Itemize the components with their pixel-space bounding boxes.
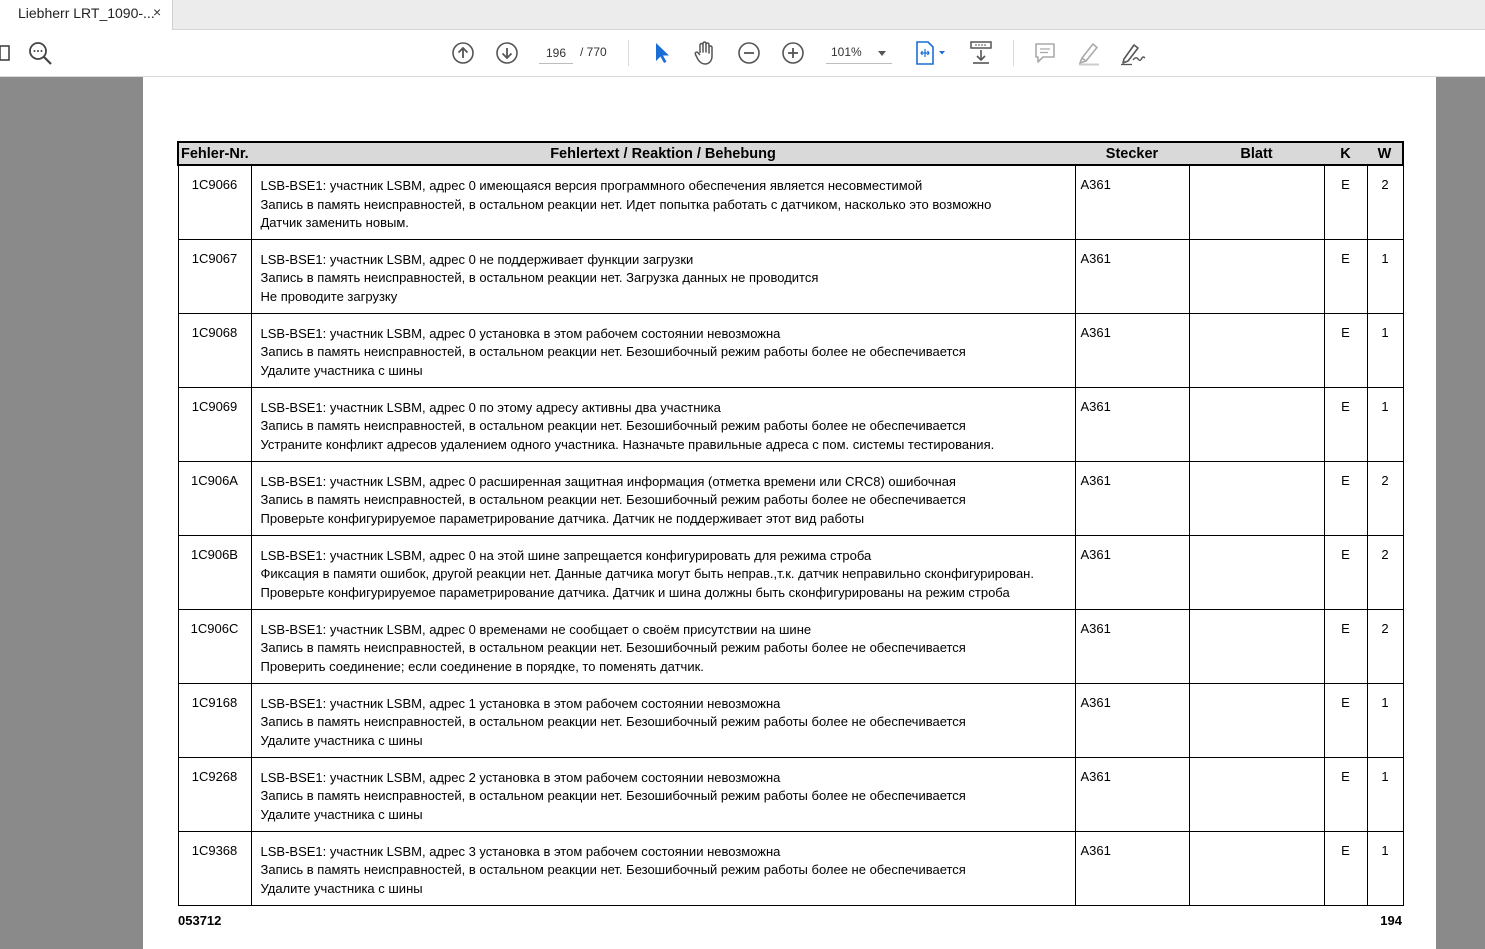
error-text: [251, 387, 1075, 461]
page-number-input[interactable]: [539, 42, 573, 64]
comment-icon[interactable]: [1031, 39, 1059, 67]
blatt-cell: [1189, 387, 1324, 461]
error-description: LSB-BSE1: участник LSBM, адрес 0 на этой шине запрещается конфигурировать для режима строба: [260, 547, 872, 563]
table-row: [178, 239, 1403, 313]
error-remedy: Проверьте конфигурируемое параметрирование датчика. Датчик и шина должны быть сконфигурированы на режим строба: [260, 584, 1010, 600]
error-code: 1C9268: [178, 757, 251, 831]
blatt-cell: [1189, 609, 1324, 683]
error-reaction: Запись в память неисправностей, в остальном реакции нет. Безошибочный режим работы более не обеспечивается: [260, 714, 966, 729]
stecker-cell: A361: [1075, 535, 1189, 609]
document-number: 053712: [178, 913, 222, 928]
error-description: LSB-BSE1: участник LSBM, адрес 3 установка в этом рабочем состоянии невозможна: [260, 843, 781, 859]
k-cell: E: [1324, 831, 1367, 905]
error-description: LSB-BSE1: участник LSBM, адрес 2 установка в этом рабочем состоянии невозможна: [260, 769, 781, 785]
k-cell: E: [1324, 609, 1367, 683]
error-reaction: Запись в память неисправностей, в остальном реакции нет. Безошибочный режим работы более не обеспечивается: [260, 418, 966, 433]
toolbar-divider: [1013, 40, 1014, 66]
error-remedy: Удалите участника с шины: [260, 806, 423, 822]
error-text: [251, 239, 1075, 313]
error-text: [251, 313, 1075, 387]
close-icon[interactable]: ×: [153, 4, 162, 20]
document-tab[interactable]: [0, 0, 173, 30]
k-cell: E: [1324, 313, 1367, 387]
fit-page-icon[interactable]: [912, 39, 950, 67]
table-row: [178, 683, 1403, 757]
error-description: LSB-BSE1: участник LSBM, адрес 0 установка в этом рабочем состоянии невозможна: [260, 325, 781, 341]
sign-icon[interactable]: [1119, 39, 1147, 67]
w-cell: 1: [1367, 757, 1403, 831]
table-row: [178, 757, 1403, 831]
stecker-cell: A361: [1075, 757, 1189, 831]
error-code: 1C906B: [178, 535, 251, 609]
tab-bar: [0, 0, 1485, 30]
error-remedy: Удалите участника с шины: [260, 880, 423, 896]
highlight-icon[interactable]: [1075, 39, 1103, 67]
error-description: LSB-BSE1: участник LSBM, адрес 1 установка в этом рабочем состоянии невозможна: [260, 695, 781, 711]
error-code: 1C906C: [178, 609, 251, 683]
header-blatt: Blatt: [1189, 142, 1324, 165]
blatt-cell: [1189, 683, 1324, 757]
table-row: [178, 313, 1403, 387]
zoom-value: 101%: [831, 45, 862, 59]
w-cell: 2: [1367, 609, 1403, 683]
error-description: LSB-BSE1: участник LSBM, адрес 0 временами не сообщает о своём присутствии на шине: [260, 621, 812, 637]
w-cell: 1: [1367, 683, 1403, 757]
zoom-out-icon[interactable]: [735, 39, 763, 67]
k-cell: E: [1324, 239, 1367, 313]
error-remedy: Датчик заменить новым.: [260, 215, 409, 230]
w-cell: 2: [1367, 461, 1403, 535]
blatt-cell: [1189, 165, 1324, 239]
table-row: [178, 609, 1403, 683]
stecker-cell: A361: [1075, 239, 1189, 313]
table-row: [178, 535, 1403, 609]
error-code: 1C9067: [178, 239, 251, 313]
w-cell: 2: [1367, 165, 1403, 239]
w-cell: 1: [1367, 387, 1403, 461]
k-cell: E: [1324, 535, 1367, 609]
tab-title: Liebherr LRT_1090-...: [18, 5, 155, 21]
w-cell: 1: [1367, 239, 1403, 313]
chevron-down-icon: [878, 51, 886, 56]
toolbar: [0, 30, 1485, 77]
error-reaction: Запись в память неисправностей, в остальном реакции нет. Безошибочный режим работы более не обеспечивается: [260, 862, 966, 877]
blatt-cell: [1189, 461, 1324, 535]
error-code: 1C9068: [178, 313, 251, 387]
w-cell: 2: [1367, 535, 1403, 609]
stecker-cell: A361: [1075, 461, 1189, 535]
blatt-cell: [1189, 831, 1324, 905]
error-remedy: Удалите участника с шины: [260, 732, 423, 748]
error-reaction: Запись в память неисправностей, в остальном реакции нет. Безошибочный режим работы более не обеспечивается: [260, 640, 966, 655]
stecker-cell: A361: [1075, 387, 1189, 461]
table-header-row: [178, 142, 1403, 165]
w-cell: 1: [1367, 831, 1403, 905]
table-row: [178, 387, 1403, 461]
table-row: [178, 461, 1403, 535]
page-down-icon[interactable]: [493, 39, 521, 67]
blatt-cell: [1189, 239, 1324, 313]
header-text: Fehlertext / Reaktion / Behebung: [251, 142, 1075, 165]
toolbar-divider: [628, 40, 629, 66]
hand-tool-icon[interactable]: [691, 39, 719, 67]
page-number: 194: [1380, 913, 1402, 928]
error-remedy: Проверить соединение; если соединение в порядке, то поменять датчик.: [260, 658, 704, 674]
error-description: LSB-BSE1: участник LSBM, адрес 0 имеющаяся версия программного обеспечения является несовместимой: [260, 178, 923, 193]
scroll-mode-icon[interactable]: [967, 39, 995, 67]
blatt-cell: [1189, 757, 1324, 831]
stecker-cell: A361: [1075, 313, 1189, 387]
error-table: [177, 141, 1404, 906]
zoom-select[interactable]: [826, 42, 892, 64]
k-cell: E: [1324, 387, 1367, 461]
error-text: [251, 757, 1075, 831]
error-description: LSB-BSE1: участник LSBM, адрес 0 не поддерживает функции загрузки: [260, 251, 694, 267]
blatt-cell: [1189, 535, 1324, 609]
error-remedy: Удалите участника с шины: [260, 362, 423, 378]
error-description: LSB-BSE1: участник LSBM, адрес 0 по этому адресу активны два участника: [260, 399, 721, 415]
stecker-cell: A361: [1075, 683, 1189, 757]
error-text: [251, 535, 1075, 609]
error-reaction: Фиксация в памяти ошибок, другой реакции нет. Данные датчика могут быть неправ.,т.к. датчик неправильно сконфигурирован.: [260, 566, 1034, 581]
header-stecker: Stecker: [1075, 142, 1189, 165]
table-row: [178, 831, 1403, 905]
header-nr: Fehler-Nr.: [178, 142, 251, 165]
error-reaction: Запись в память неисправностей, в остальном реакции нет. Безошибочный режим работы более не обеспечивается: [260, 344, 966, 359]
error-code: 1C9168: [178, 683, 251, 757]
table-row: [178, 165, 1403, 239]
error-description: LSB-BSE1: участник LSBM, адрес 0 расширенная защитная информация (отметка времени или CRC8) ошибочная: [260, 473, 956, 489]
stecker-cell: A361: [1075, 831, 1189, 905]
zoom-in-icon[interactable]: [779, 39, 807, 67]
w-cell: 1: [1367, 313, 1403, 387]
error-text: [251, 831, 1075, 905]
stecker-cell: A361: [1075, 609, 1189, 683]
stecker-cell: A361: [1075, 165, 1189, 239]
header-k: K: [1324, 142, 1367, 165]
error-code: 1C906A: [178, 461, 251, 535]
k-cell: E: [1324, 683, 1367, 757]
error-text: [251, 609, 1075, 683]
error-reaction: Запись в память неисправностей, в остальном реакции нет. Загрузка данных не проводится: [260, 270, 819, 285]
k-cell: E: [1324, 165, 1367, 239]
error-reaction: Запись в память неисправностей, в остальном реакции нет. Безошибочный режим работы более не обеспечивается: [260, 788, 966, 803]
page-up-icon[interactable]: [449, 39, 477, 67]
error-text: [251, 165, 1075, 239]
select-tool-icon[interactable]: [647, 39, 675, 67]
error-remedy: Не проводите загрузку: [260, 288, 398, 304]
error-code: 1C9066: [178, 165, 251, 239]
error-reaction: Запись в память неисправностей, в остальном реакции нет. Идет попытка работать с датчиком, насколько это возможно: [260, 196, 992, 212]
error-reaction: Запись в память неисправностей, в остальном реакции нет. Безошибочный режим работы более не обеспечивается: [260, 492, 966, 507]
document-page: [143, 77, 1436, 949]
error-remedy: Устраните конфликт адресов удалением одного участника. Назначьте правильные адреса с пом. системы тестирования.: [260, 436, 995, 452]
error-code: 1C9368: [178, 831, 251, 905]
error-text: [251, 683, 1075, 757]
error-remedy: Проверьте конфигурируемое параметрирование датчика. Датчик не поддерживает этот вид работы: [260, 510, 865, 526]
header-w: W: [1367, 142, 1403, 165]
k-cell: E: [1324, 757, 1367, 831]
sidebar-icon[interactable]: [0, 39, 16, 67]
find-icon[interactable]: [26, 39, 54, 67]
blatt-cell: [1189, 313, 1324, 387]
error-code: 1C9069: [178, 387, 251, 461]
page-total: / 770: [580, 45, 607, 59]
error-text: [251, 461, 1075, 535]
k-cell: E: [1324, 461, 1367, 535]
